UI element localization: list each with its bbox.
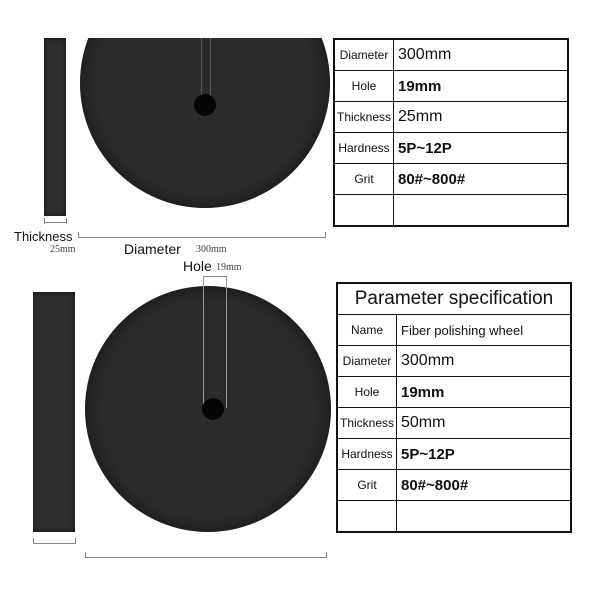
spec-key: Diameter xyxy=(337,346,397,377)
spec-key: Hole xyxy=(337,377,397,408)
spec-row xyxy=(337,315,571,346)
diameter-dimension-line-bottom xyxy=(85,557,327,558)
spec-value: 300mm xyxy=(394,39,569,71)
spec-row xyxy=(334,71,568,102)
wheel-side-view-thick xyxy=(33,292,75,532)
spec-row xyxy=(334,195,568,227)
thickness-label: Thickness xyxy=(14,229,73,244)
hole-label: Hole xyxy=(183,258,212,274)
spec-key: Diameter xyxy=(334,39,394,71)
spec-value: 25mm xyxy=(394,102,569,133)
spec-value xyxy=(397,501,572,533)
wheel-front-view-top xyxy=(80,38,330,208)
spec-key: Thickness xyxy=(337,408,397,439)
spec-value: 50mm xyxy=(397,408,572,439)
diameter-label: Diameter xyxy=(124,241,181,257)
spec-value: Fiber polishing wheel xyxy=(397,315,572,346)
spec-row xyxy=(334,164,568,195)
spec-value: 80#~800# xyxy=(394,164,569,195)
spec-key: Hardness xyxy=(337,439,397,470)
spec-row xyxy=(337,439,571,470)
spec-key xyxy=(334,195,394,227)
spec-key: Name xyxy=(337,315,397,346)
spec-row xyxy=(334,102,568,133)
spec-value: 19mm xyxy=(394,71,569,102)
hole-guide-line xyxy=(201,38,211,98)
wheel-side-view-thin xyxy=(44,38,66,216)
spec-key: Hardness xyxy=(334,133,394,164)
spec-key: Grit xyxy=(334,164,394,195)
spec-value: 5P~12P xyxy=(394,133,569,164)
thickness-dimension-line xyxy=(44,222,66,223)
thickness-dimension-line-bottom xyxy=(33,543,75,544)
spec-key: Grit xyxy=(337,470,397,501)
thickness-value: 25mm xyxy=(50,244,76,255)
hole-value: 19mm xyxy=(216,262,242,273)
table-title: Parameter specification xyxy=(337,283,571,315)
spec-row xyxy=(337,346,571,377)
spec-table-bottom xyxy=(336,282,572,533)
spec-key: Hole xyxy=(334,71,394,102)
spec-row xyxy=(337,408,571,439)
spec-row xyxy=(337,501,571,533)
diameter-value: 300mm xyxy=(196,244,227,255)
spec-row xyxy=(334,133,568,164)
spec-table-top xyxy=(333,38,569,227)
hole-guide-line-bottom xyxy=(203,276,227,408)
center-hole-bottom xyxy=(202,398,224,420)
center-hole xyxy=(194,94,216,116)
spec-row xyxy=(337,470,571,501)
spec-key: Thickness xyxy=(334,102,394,133)
spec-value: 5P~12P xyxy=(397,439,572,470)
diameter-dimension-line xyxy=(78,237,326,238)
spec-value: 80#~800# xyxy=(397,470,572,501)
spec-value xyxy=(394,195,569,227)
spec-row xyxy=(337,377,571,408)
spec-value: 300mm xyxy=(397,346,572,377)
spec-value: 19mm xyxy=(397,377,572,408)
spec-row xyxy=(334,39,568,71)
spec-key xyxy=(337,501,397,533)
